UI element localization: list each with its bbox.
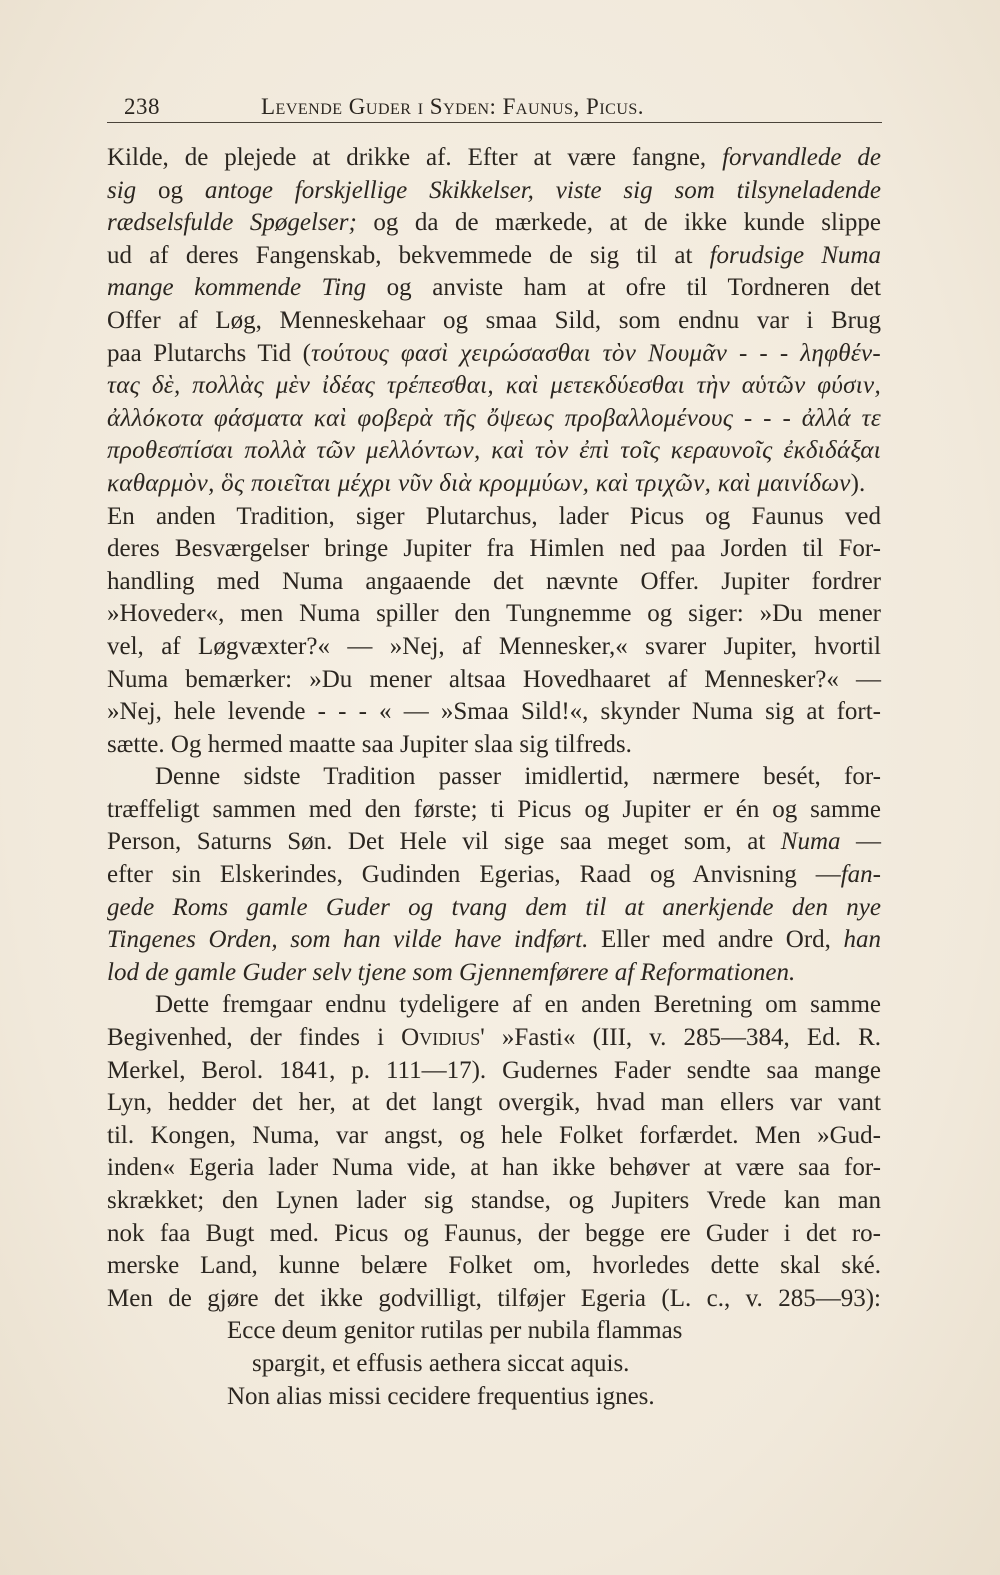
verse-line: Non alias missi cecidere frequentius ignes.	[227, 1382, 655, 1410]
text-line	[107, 338, 881, 371]
page-number: 238	[124, 94, 160, 119]
text-line	[107, 142, 881, 175]
running-title: Levende Guder i Syden: Faunus, Picus.	[261, 94, 645, 119]
text-line	[107, 435, 881, 468]
text-run: sætte. Og hermed maatte saa Jupiter slaa sig tilfreds.	[107, 730, 632, 758]
text-line	[107, 761, 881, 794]
text-line	[107, 957, 881, 990]
text-line	[107, 989, 881, 1022]
greek-text: τούτους φασὶ χειρώσασθαι τὸν Νουμᾶν - - - ληφθέν-	[311, 339, 881, 367]
text-run: deres Besværgelser bringe Jupiter fra Himlen ned paa Jorden til For-	[107, 535, 881, 563]
text-line	[107, 1055, 881, 1088]
text-line	[107, 1152, 881, 1185]
text-line	[107, 631, 881, 664]
text-line	[107, 533, 881, 566]
text-run: Person, Saturns Søn. Det Hele vil sige saa meget som, at	[107, 828, 781, 856]
text-line	[107, 403, 881, 436]
greek-text: τας δὲ, πολλὰς μὲν ἰδέας τρέπεσθαι, καὶ μετεκδύεσθαι τὴν αὑτῶν φύσιν,	[107, 372, 881, 400]
text-run: skrækket; den Lynen lader sig standse, og Jupiters Vrede kan man	[107, 1187, 881, 1214]
text-line	[107, 924, 881, 957]
text-run: ' »Fasti« (III, v. 285—384, Ed. R.	[480, 1024, 882, 1052]
text-run: Dette fremgaar endnu tydeligere af en anden Beretning om samme	[155, 991, 881, 1019]
text-run: Denne sidste Tradition passer imidlertid, nærmere besét, for-	[155, 763, 881, 791]
text-line	[107, 175, 881, 208]
text-line	[107, 1250, 881, 1283]
text-run: lod de gamle Guder selv tjene som Gjennemførere af Reformationen.	[107, 958, 796, 986]
text-run: forvandlede de	[722, 144, 881, 171]
text-run: Numa	[780, 828, 841, 856]
text-run: Numa bemærker: »Du mener altsaa Hovedhaaret af Mennesker?« —	[107, 665, 881, 693]
text-run: til. Kongen, Numa, var angst, og hele Folket forfærdet. Men »Gud-	[107, 1121, 881, 1149]
text-line	[107, 566, 881, 599]
text-run: Offer af Løg, Menneskehaar og smaa Sild, som endnu var i Brug	[107, 306, 881, 334]
text-line	[107, 1120, 881, 1153]
verse-line: spargit, et effusis aethera siccat aquis.	[252, 1349, 630, 1377]
greek-text: ἀλλόκοτα φάσματα καὶ φοβερὰ τῆς ὄψεως προβαλλομένους - - - ἀλλά τε	[107, 404, 881, 432]
text-run: Merkel, Berol. 1841, p. 111—17). Gudernes Fader sendte saa mange	[107, 1056, 881, 1084]
text-line	[107, 501, 881, 534]
text-line	[107, 1185, 881, 1218]
text-line	[107, 1283, 881, 1316]
text-run: »Hoveder«, men Numa spiller den Tungnemme og siger: »Du mener	[107, 600, 881, 628]
text-run: Kilde, de plejede at drikke af. Efter at være fangne,	[107, 144, 723, 171]
text-line	[107, 305, 881, 338]
text-run: Lyn, hedder det her, at det langt overgik, hvad man ellers var vant	[107, 1089, 881, 1117]
text-run: og	[136, 176, 205, 204]
text-line	[107, 240, 881, 273]
page-header	[107, 88, 882, 123]
text-run: —	[840, 828, 882, 856]
text-run: antoge forskjellige Skikkelser, viste sig som tilsyneladende	[204, 176, 881, 204]
text-line	[107, 370, 881, 403]
text-run: En anden Tradition, siger Plutarchus, lader Picus og Faunus ved	[107, 502, 881, 530]
prose-block	[107, 142, 881, 1315]
text-line	[107, 826, 881, 859]
text-run: handling med Numa angaaende det nævnte Offer. Jupiter fordrer	[107, 567, 881, 595]
text-run: og da de mærkede, at de ikke kunde slippe	[356, 209, 881, 237]
text-run: træffeligt sammen med den første; ti Picus og Jupiter er én og samme	[107, 795, 881, 823]
text-line	[107, 794, 881, 827]
text-run: Tingenes Orden, som han vilde have indført.	[107, 926, 589, 954]
text-line	[107, 696, 881, 729]
text-run: fan-	[840, 861, 881, 889]
text-run: ).	[850, 469, 866, 497]
text-line	[107, 892, 881, 925]
text-run: inden« Egeria lader Numa vide, at han ikke behøver at være saa for-	[107, 1154, 881, 1182]
text-run: sig	[107, 176, 137, 204]
text-line	[107, 272, 881, 305]
text-run: paa Plutarchs Tid (	[107, 339, 312, 367]
text-run: Begivenhed, der findes i	[107, 1024, 402, 1052]
body-text	[107, 142, 881, 1413]
text-run: gede Roms gamle Guder og tvang dem til at anerkjende den nye	[107, 893, 881, 921]
text-run: merske Land, kunne belære Folket om, hvorledes dette skal ské.	[107, 1252, 881, 1280]
text-line	[107, 859, 881, 892]
text-run: Ovidius	[401, 1024, 481, 1052]
text-run: vel, af Løgvæxter?« — »Nej, af Mennesker,« svarer Jupiter, hvortil	[107, 632, 881, 660]
text-line	[107, 1087, 881, 1120]
verse-quotation	[107, 1315, 881, 1413]
text-run: Eller med andre Ord,	[588, 926, 844, 954]
text-run: »Nej, hele levende - - - « — »Smaa Sild!«, skynder Numa sig at fort-	[107, 698, 881, 726]
verse-line: Ecce deum genitor rutilas per nubila flammas	[227, 1317, 683, 1345]
text-line	[107, 1022, 881, 1055]
text-run: han	[843, 926, 881, 954]
text-line	[107, 207, 881, 240]
text-run: forudsige Numa	[709, 241, 881, 269]
text-run: nok faa Bugt med. Picus og Faunus, der begge ere Guder i det ro-	[107, 1219, 881, 1247]
text-line	[107, 664, 881, 697]
text-line	[107, 1218, 881, 1251]
greek-text: προθεσπίσαι πολλὰ τῶν μελλόντων, καὶ τὸν ἐπὶ τοῖς κεραυνοῖς ἐκδιδάξαι	[107, 437, 881, 465]
text-line	[107, 598, 881, 631]
greek-text: καθαρμὸν, ὃς ποιεῖται μέχρι νῦν διὰ κρομμύων, καὶ τριχῶν, καὶ μαινίδων	[107, 469, 851, 497]
text-run: ud af deres Fangenskab, bekvemmede de sig til at	[107, 241, 710, 269]
text-line	[107, 468, 881, 501]
text-run: Men de gjøre det ikke godvilligt, tilføjer Egeria (L. c., v. 285—93):	[107, 1284, 881, 1312]
text-run: rædselsfulde Spøgelser;	[107, 209, 357, 237]
text-line	[107, 729, 881, 762]
text-run: og anviste ham at ofre til Tordneren det	[366, 274, 881, 302]
text-run: mange kommende Ting	[107, 274, 367, 302]
text-run: efter sin Elskerindes, Gudinden Egerias, Raad og Anvisning —	[107, 861, 841, 889]
